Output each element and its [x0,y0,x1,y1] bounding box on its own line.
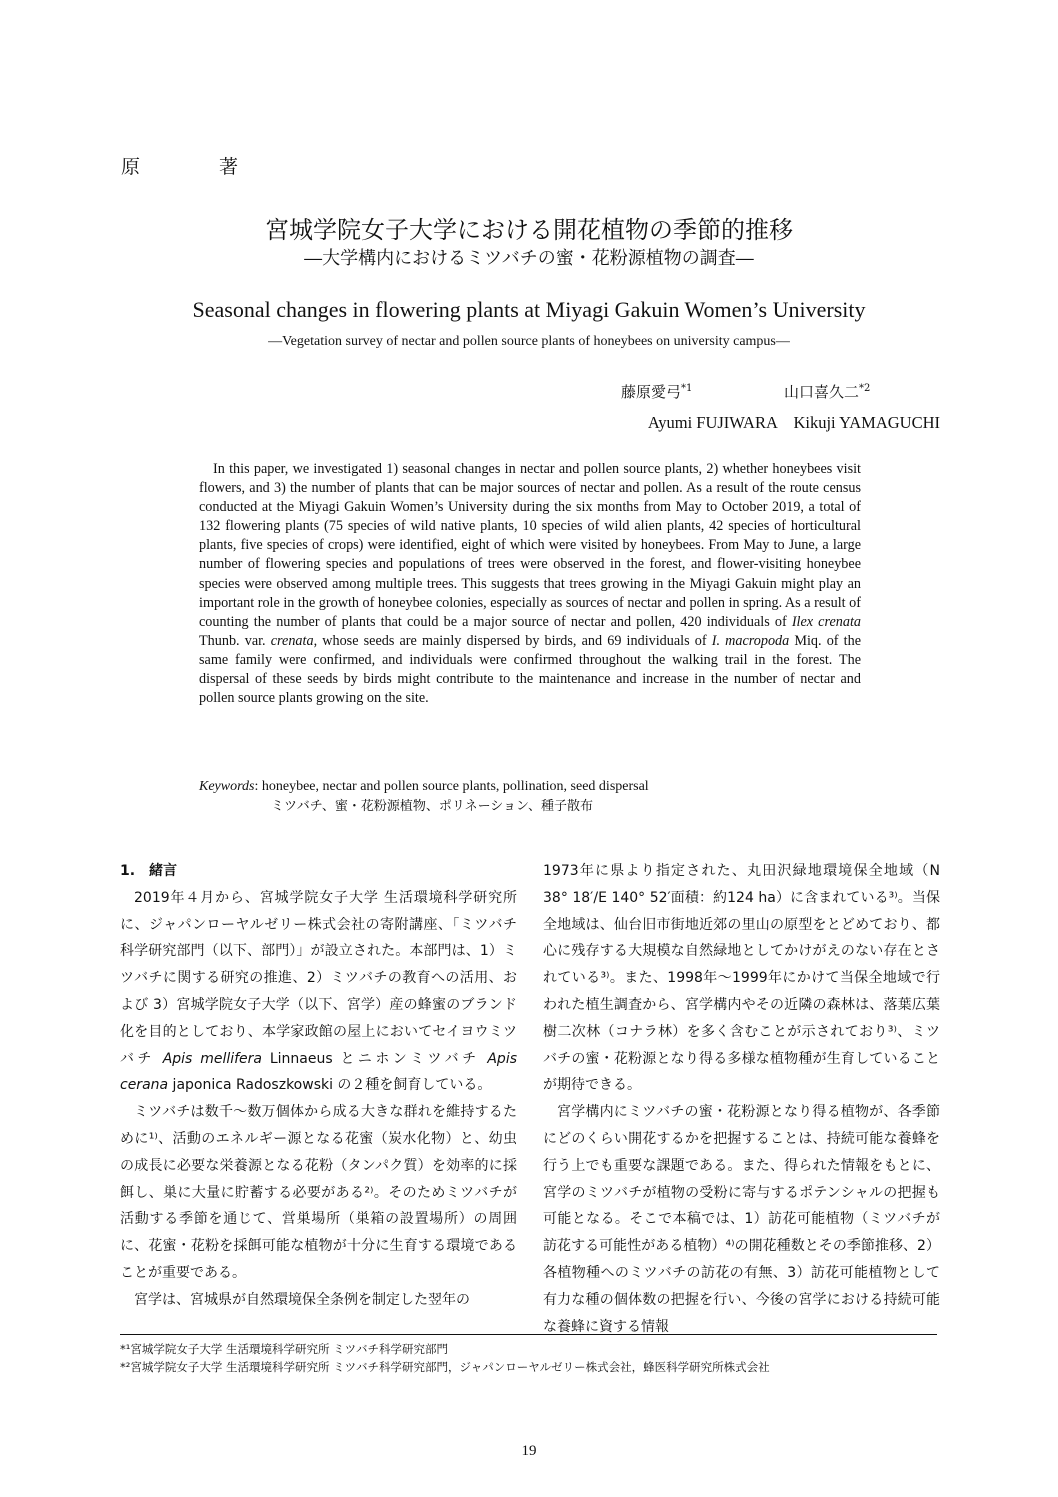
keywords-japanese: ミツバチ、蜜・花粉源植物、ポリネーション、種子散布 [271,799,594,814]
title-english: Seasonal changes in flowering plants at Miyagi Gakuin Women’s University [192,297,866,322]
footnotes [120,1340,940,1376]
footnote-divider [120,1334,937,1335]
footnote: *²宮城学院女子大学 生活環境科学研究所 ミツバチ科学研究部門，ジャパンローヤルゼリー株式会社，蜂医科学研究所株式会社 [120,1360,770,1374]
author-1: 藤原愛弓$^{*1}$ [621,383,693,401]
body-column-right [543,858,940,1340]
keywords [199,777,861,817]
paragraph: 宮学は、宮城県が自然環境保全条例を制定した翌年の [134,1291,470,1308]
author-2: 山口喜久二$^{*2}$ [784,383,871,401]
keywords-label: Keywords [199,779,255,794]
abstract: In this paper, we investigated 1) seasonal changes in nectar and pollen source plants, 2) whether honeybees visit flowers, and 3) the number of plants that can be major sources of nectar and pollen. As a result of the route census conducted at the Miyagi Gakuin Women’s University during the six months from May to October 2019, a total of 132 flowering plants (75 species of wild native plants, 10 species of wild alien plants, 42 species of horticultural plants, five species of crops) were identified, eight of which were visited by honeybees. From May to June, a large number of flowering species and populations of trees were observed in the forest, and flower-visiting honeybee species were observed among multiple trees. This suggests that trees growing in the Miyagi Gakuin might play an important role in the growth of honeybee colonies, especially as sources of nectar and pollen in spring. As a result of counting the number of plants that could be a major source of nectar and pollen, 420 individuals of Ilex crenata Thunb. var. crenata, whose seeds are mainly dispersed by birds, and 69 individuals of I. macropoda Miq. of the same family were confirmed, and individuals were confirmed throughout the walking trail in the forest. The dispersal of these seeds by birds might contribute to the maintenance and increase in the number of nectar and pollen source plants growing on the site. [199,461,861,707]
subtitle-english: ―Vegetation survey of nectar and pollen source plants of honeybees on university campus― [268,334,790,349]
section-heading: 1. 緒言 [120,863,178,879]
body-column-left [120,858,517,1314]
paragraph-continued: 1973年に県より指定された、丸田沢緑地環境保全地域（N 38° 18′/E 140° 52′面積：約124 ha）に含まれている³⁾。当保全地域は、仙台旧市街地近郊の里山の原型をとどめており、都心に残存する大規模な自然緑地としてかけがえのない存在とされている³⁾。また、1998年～1999年にかけて当保全地域で行われた植生調査から、宮学構内やその近隣の森林は、落葉広葉樹二次林（コナラ林）を多く含むことが示されており³⁾、ミツバチの蜜・花粉源となり得る多様な植物種が生育していることが期待できる。 [543,863,940,1094]
page-number: 19 [521,1443,537,1459]
paragraph: ミツバチは数千～数万個体から成る大きな群れを維持するために¹⁾、活動のエネルギー源となる花蜜（炭水化物）と、幼虫の成長に必要な栄養源となる花粉（タンパク質）を効率的に採餌し、巣に大量に貯蓄する必要がある²⁾。そのためミツバチが活動する季節を通じて、営巣場所（巣箱の設置場所）の周囲に、花蜜・花粉を採餌可能な植物が十分に生育する環境であることが重要である。 [120,1104,517,1281]
footnote: *¹宮城学院女子大学 生活環境科学研究所 ミツバチ科学研究部門 [120,1342,448,1356]
article-category: 原 著 [121,156,269,178]
title-japanese: 宮城学院女子大学における開花植物の季節的推移 [265,216,793,244]
keywords-english: : honeybee, nectar and pollen source plants, pollination, seed dispersal [254,779,649,794]
authors-english: Ayumi FUJIWARA Kikuji YAMAGUCHI [647,413,940,432]
subtitle-japanese: ―大学構内におけるミツバチの蜜・花粉源植物の調査― [304,248,754,269]
paragraph: 2019年４月から、宮城学院女子大学 生活環境科学研究所に、ジャパンローヤルゼリー株式会社の寄附講座、「ミツバチ科学研究部門（以下、部門）」が設立された。本部門は、1）ミツバチに関する研究の推進、2）ミツバチの教育への活用、および 3）宮城学院女子大学（以下、宮学）産の蜂蜜のブランド化を目的としており、本学家政館の屋上においてセイヨウミツバチ Apis mellifera Linnaeus とニホンミツバチ Apis cerana japonica Radoszkowski の２種を飼育している。 [120,889,518,1094]
paragraph: 宮学構内にミツバチの蜜・花粉源となり得る植物が、各季節にどのくらい開花するかを把握することは、持続可能な養蜂を行う上でも重要な課題である。また、得られた情報をもとに、宮学のミツバチが植物の受粉に寄与するポテンシャルの把握も可能となる。そこで本稿では、1）訪花可能植物（ミツバチが訪花する可能性がある植物）⁴⁾の開花種数とその季節推移、2）各植物種へのミツバチの訪花の有無、3）訪花可能植物として有力な種の個体数の把握を行い、今後の宮学における持続可能な養蜂に資する情報 [543,1104,940,1335]
